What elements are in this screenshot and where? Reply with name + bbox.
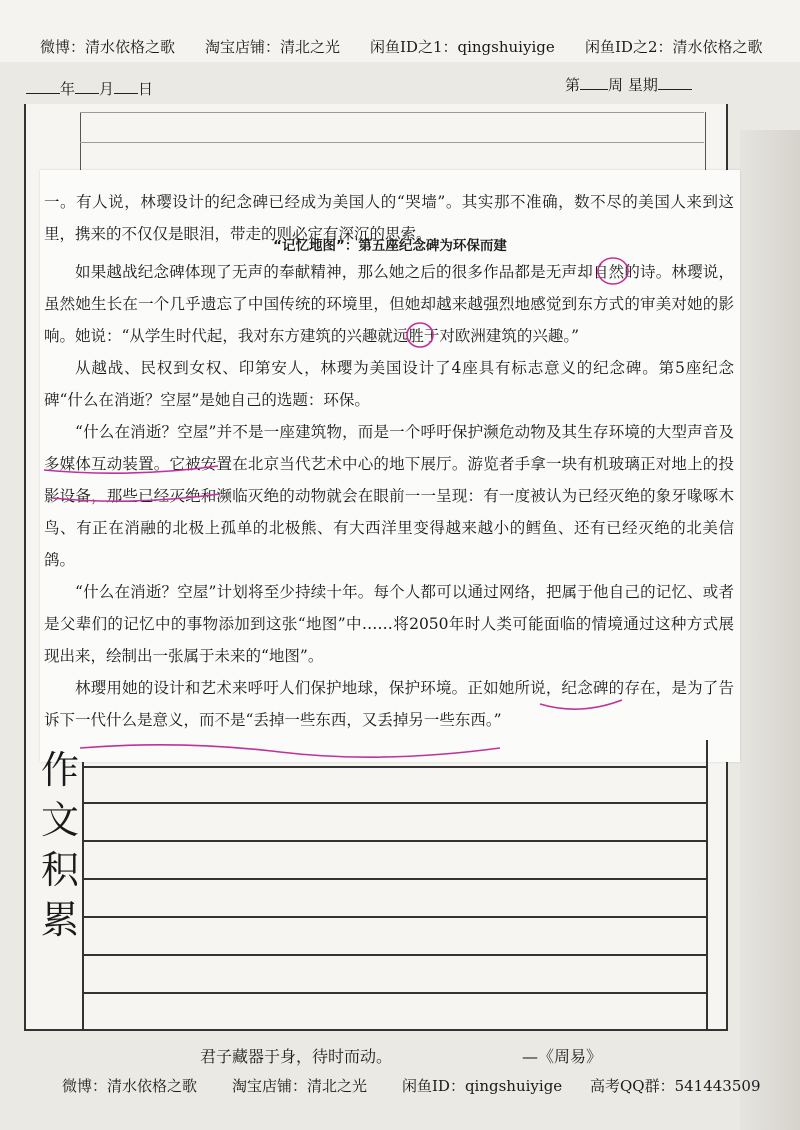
side-label-char: 文 [40, 798, 79, 842]
footer-taobao: 淘宝店铺：清北之光 [232, 1077, 368, 1095]
article-paragraph-5: 林璎用她的设计和艺术来呼吁人们保护地球，保护环境。正如她所说，纪念碑的存在，是为了告诉下一代什么是意义，而不是“丢掉一些东西，又丢掉另一些东西。” [44, 679, 734, 729]
quote-source: —《周易》 [522, 1047, 603, 1066]
circle-mark [407, 323, 433, 347]
header-weibo: 微博：清水依格之歌 [40, 38, 176, 56]
ruled-line [82, 954, 708, 956]
vertical-rule [706, 740, 708, 1030]
article-paragraph-2: 从越战、民权到女权、印第安人，林璎为美国设计了4座具有标志意义的纪念碑。第5座纪念碑“什么在消逝？空屋”是她自己的选题：环保。 [44, 359, 734, 409]
underline-mark [80, 745, 500, 757]
underline-mark [44, 466, 218, 473]
weekday-label: 星期 [627, 76, 658, 94]
ruled-line [82, 766, 708, 768]
circle-mark [598, 258, 628, 284]
side-label-char: 作 [40, 748, 79, 792]
ruled-line [82, 878, 708, 880]
week-prefix: 第 [565, 76, 581, 94]
date-day: 日 [138, 80, 154, 98]
article-intro: 一。有人说，林璎设计的纪念碑已经成为美国人的“哭墙”。其实那不准确，数不尽的美国人来到这里，携来的不仅仅是眼泪，带走的则必定有深沉的思索。 [44, 193, 734, 243]
side-label-char: 积 [40, 848, 79, 892]
ruled-line [82, 916, 708, 918]
ruled-line [82, 802, 708, 804]
footer-weibo: 微博：清水依格之歌 [62, 1077, 198, 1095]
ruled-line [82, 840, 708, 842]
underline-mark [540, 700, 622, 709]
footer-qq: 高考QQ群：541443509 [590, 1077, 761, 1095]
date-month: 月 [99, 80, 115, 98]
underline-mark [52, 494, 220, 501]
side-label-char: 累 [40, 898, 79, 942]
footer-xianyu: 闲鱼ID：qingshuiyige [402, 1077, 563, 1095]
header-xianyu-1: 闲鱼ID之1：qingshuiyige [370, 38, 555, 56]
footer-bar [0, 1075, 800, 1095]
header-xianyu-2: 闲鱼ID之2：清水依格之歌 [585, 38, 763, 56]
quote-text: 君子藏器于身，待时而动。 [200, 1047, 393, 1066]
date-year: 年 [60, 80, 76, 98]
article-paragraph-1: 如果越战纪念碑体现了无声的奉献精神，那么她之后的很多作品都是无声却自然的诗。林璎说，虽然她生长在一个几乎遗忘了中国传统的环境里，但她却越来越强烈地感觉到东方式的审美对她的影响。她说：“从学生时代起，我对东方建筑的兴趣就远胜于对欧洲建筑的兴趣。” [44, 263, 734, 345]
article-paragraph-3: “什么在消逝？空屋”并不是一座建筑物，而是一个呼吁保护濒危动物及其生存环境的大型声音及多媒体互动装置。它被安置在北京当代艺术中心的地下展厅。游览者手拿一块有机玻璃正对地上的投影设备，那些已经灭绝和濒临灭绝的动物就会在眼前一一呈现：有一度被认为已经灭绝的象牙喙啄木鸟、有正在消融的北极上孤单的北极熊、有大西洋里变得越来越小的鳕鱼、还有已经灭绝的北美信鸽。 [44, 423, 734, 569]
article-paragraph-4: “什么在消逝？空屋”计划将至少持续十年。每个人都可以通过网络，把属于他自己的记忆、或者是父辈们的记忆中的事物添加到这张“地图”中……将2050年时人类可能面临的情境通过这种方式展现出来，绘制出一张属于未来的“地图”。 [44, 583, 734, 665]
header-taobao: 淘宝店铺：清北之光 [205, 38, 341, 56]
article-title: “记忆地图”：第五座纪念碑为环保而建 [273, 238, 507, 254]
ruled-line [82, 992, 708, 994]
week-label: 周 [608, 76, 624, 94]
